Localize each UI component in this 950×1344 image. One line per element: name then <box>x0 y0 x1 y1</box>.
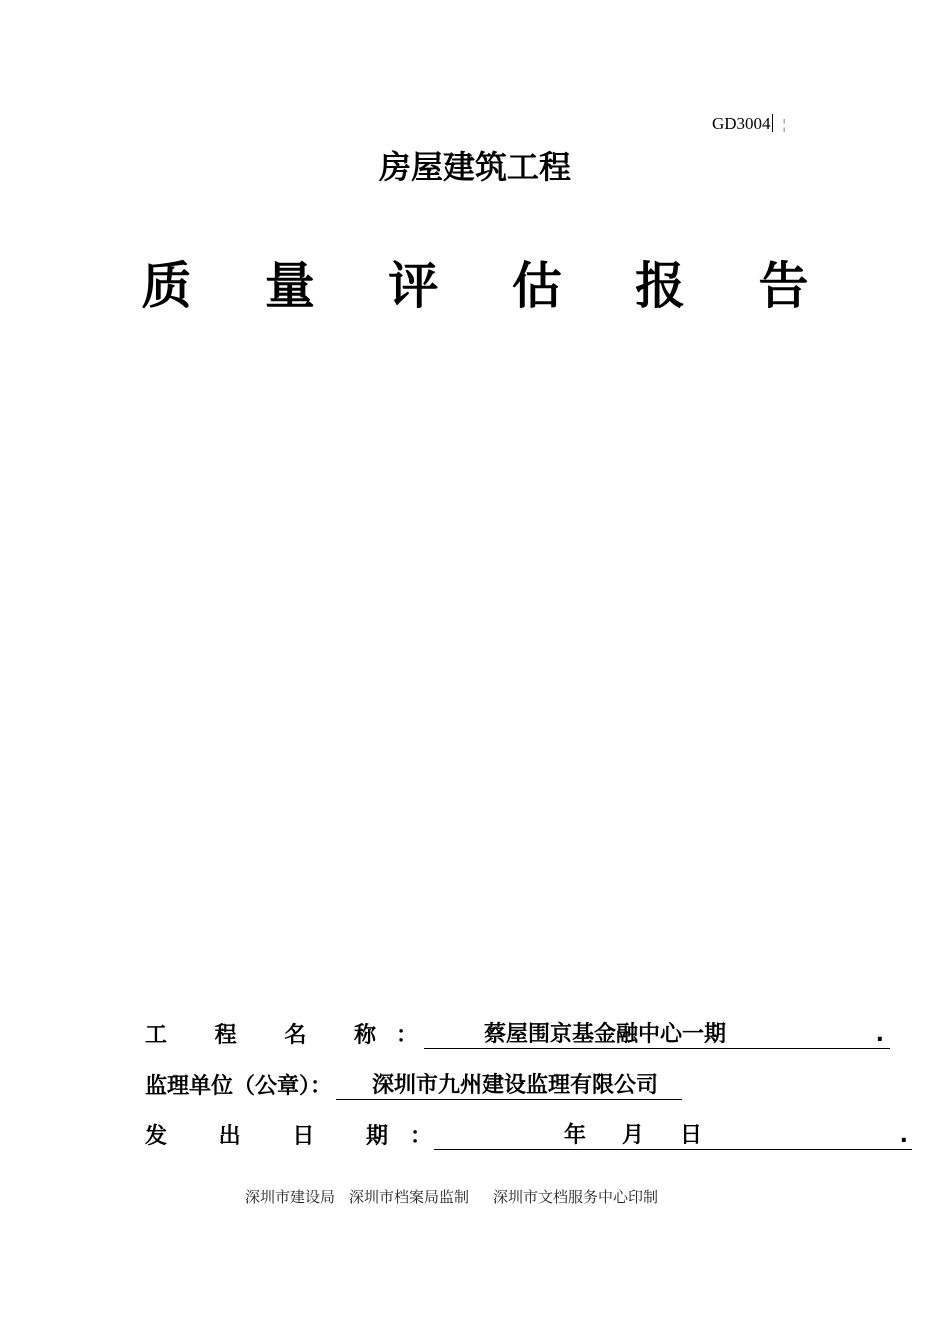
footer-org-1: 深圳市建设局 <box>245 1188 336 1206</box>
issue-date-row <box>145 1116 912 1150</box>
supervisor-field[interactable] <box>336 1073 682 1100</box>
document-subtitle: 房屋建筑工程 <box>378 148 571 186</box>
footer-org-2: 深圳市档案局监制 <box>349 1188 470 1206</box>
project-name-value: 蔡屋围京基金融中心一期 <box>484 1022 727 1047</box>
issue-date-month: 月 <box>622 1123 645 1148</box>
footer-org-3: 深圳市文档服务中心印制 <box>493 1188 659 1206</box>
document-code <box>712 114 785 134</box>
supervisor-value: 深圳市九州建设监理有限公司 <box>372 1073 659 1098</box>
trailing-dot: . <box>875 1022 884 1047</box>
document-code-mark: ¦ <box>782 117 785 133</box>
issue-date-year: 年 <box>564 1123 587 1148</box>
project-name-field[interactable] <box>424 1022 890 1049</box>
document-code-text: GD3004 <box>712 114 771 133</box>
supervisor-row <box>145 1066 682 1100</box>
project-name-label: 工 程 名 称： <box>145 1023 418 1048</box>
footer <box>245 1186 658 1207</box>
issue-date-day: 日 <box>680 1123 703 1148</box>
issue-date-field[interactable] <box>434 1123 912 1150</box>
issue-date-label: 发 出 日 期： <box>145 1124 432 1149</box>
supervisor-label: 监理单位（公章）： <box>145 1074 333 1099</box>
trailing-dot: . <box>899 1123 908 1148</box>
project-name-row <box>145 1015 890 1049</box>
document-title: 质 量 评 估 报 告 <box>141 257 837 315</box>
text-cursor <box>772 114 773 132</box>
